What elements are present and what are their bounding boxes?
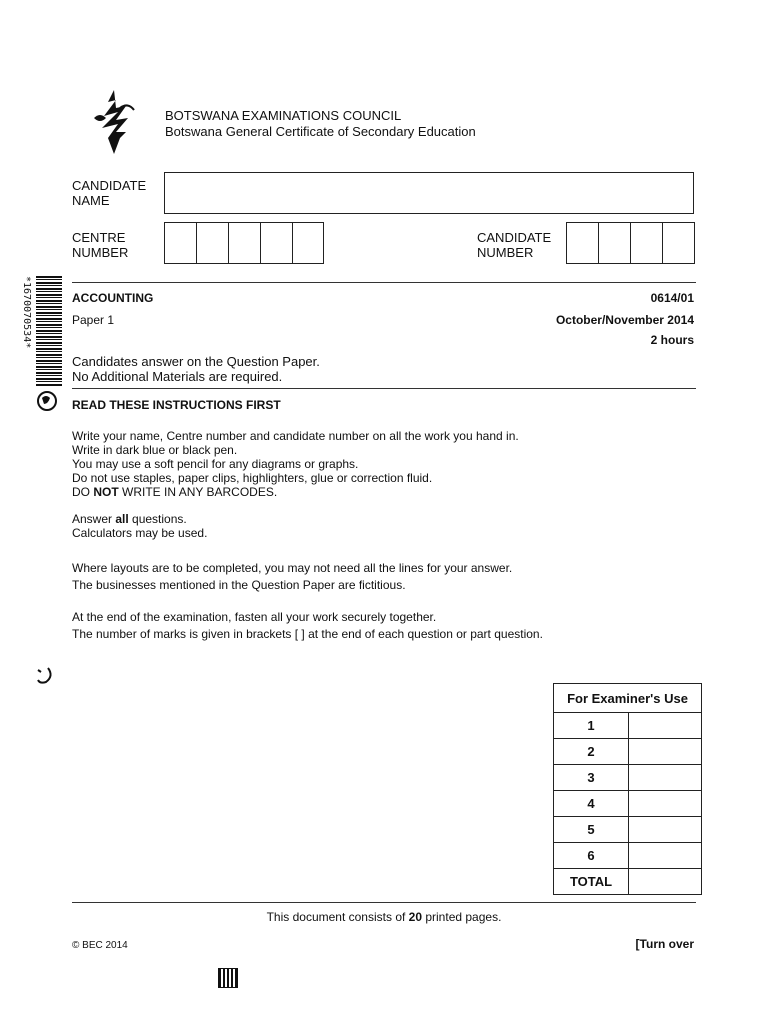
instruction-line: The number of marks is given in brackets [ ] at the end of each question or part question. <box>72 627 543 641</box>
centre-number-field[interactable] <box>164 222 324 264</box>
council-name: BOTSWANA EXAMINATIONS COUNCIL <box>165 108 402 123</box>
instruction-line: The businesses mentioned in the Question Paper are fictitious. <box>72 578 406 592</box>
instruction-line: At the end of the examination, fasten all your work securely together. <box>72 610 437 624</box>
candidate-number-field[interactable] <box>566 222 695 264</box>
centre-digit-box[interactable] <box>293 223 323 263</box>
page-count-number: 20 <box>408 910 423 924</box>
centre-digit-box[interactable] <box>165 223 197 263</box>
marks-cell[interactable] <box>629 791 702 817</box>
instruction-line: Where layouts are to be completed, you may not need all the lines for your answer. <box>72 561 513 575</box>
table-row <box>554 791 702 817</box>
paper-code: 0614/01 <box>650 291 694 305</box>
instructions-heading: READ THESE INSTRUCTIONS FIRST <box>72 398 281 412</box>
examiner-use-table <box>553 683 702 895</box>
question-number: 6 <box>554 843 629 869</box>
exam-session: October/November 2014 <box>555 313 694 327</box>
candidate-digit-box[interactable] <box>663 223 694 263</box>
candidate-digit-box[interactable] <box>631 223 663 263</box>
candidate-name-label <box>72 178 146 208</box>
instruction-line: You may use a soft pencil for any diagrams or graphs. <box>72 457 359 471</box>
divider <box>72 388 696 389</box>
marks-cell[interactable] <box>629 817 702 843</box>
marks-cell[interactable] <box>629 843 702 869</box>
table-row <box>554 869 702 895</box>
instruction-line: Do not use staples, paper clips, highlighters, glue or correction fluid. <box>72 471 433 485</box>
question-number: 5 <box>554 817 629 843</box>
question-number: 4 <box>554 791 629 817</box>
question-number: 3 <box>554 765 629 791</box>
divider <box>72 282 696 283</box>
page-count <box>0 910 768 924</box>
instruction-text: WRITE IN ANY BARCODES. <box>118 485 278 499</box>
centre-digit-box[interactable] <box>261 223 293 263</box>
bec-logo-icon <box>88 88 136 156</box>
candidate-name-label-line1: CANDIDATE <box>72 178 147 193</box>
centre-digit-box[interactable] <box>229 223 261 263</box>
instruction-line <box>72 485 519 499</box>
copyright: © BEC 2014 <box>72 940 128 951</box>
barcode-text: *1670070534* <box>21 276 32 349</box>
instructions-block-1 <box>72 429 519 499</box>
candidate-digit-box[interactable] <box>599 223 631 263</box>
instruction-line: Write your name, Centre number and candidate number on all the work you hand in. <box>72 429 519 443</box>
table-row <box>554 765 702 791</box>
centre-number-label-line1: CENTRE <box>72 230 126 245</box>
marks-cell[interactable] <box>629 765 702 791</box>
table-row <box>554 713 702 739</box>
candidate-name-field[interactable] <box>164 172 694 214</box>
materials-line-1: Candidates answer on the Question Paper. <box>72 354 320 369</box>
instruction-text: Answer <box>72 512 116 526</box>
question-number: 2 <box>554 739 629 765</box>
candidate-number-label <box>477 230 551 260</box>
instruction-line <box>72 512 207 526</box>
examiner-table-heading: For Examiner's Use <box>554 684 702 713</box>
materials-line-2: No Additional Materials are required. <box>72 369 283 384</box>
page-count-text: printed pages. <box>422 910 502 924</box>
total-marks-cell[interactable] <box>629 869 702 895</box>
barcode <box>36 276 62 386</box>
centre-number-label <box>72 230 128 260</box>
instruction-emphasis: NOT <box>93 485 119 499</box>
candidate-digit-box[interactable] <box>567 223 599 263</box>
centre-number-label-line2: NUMBER <box>72 245 129 260</box>
table-row <box>554 843 702 869</box>
table-row <box>554 817 702 843</box>
subject-title: ACCOUNTING <box>72 291 154 305</box>
marks-cell[interactable] <box>629 713 702 739</box>
instruction-line: Calculators may be used. <box>72 526 208 540</box>
turn-over: [Turn over <box>635 937 694 951</box>
candidate-name-label-line2: NAME <box>72 193 110 208</box>
candidate-number-label-line2: NUMBER <box>477 245 534 260</box>
candidate-number-label-line1: CANDIDATE <box>477 230 552 245</box>
marks-cell[interactable] <box>629 739 702 765</box>
instructions-block-2 <box>72 512 207 540</box>
instruction-text: DO <box>72 485 94 499</box>
instructions-block-4 <box>72 610 543 641</box>
certificate-name: Botswana General Certificate of Secondary Education <box>165 124 476 139</box>
instruction-line: Write in dark blue or black pen. <box>72 443 238 457</box>
globe-icon <box>36 390 58 412</box>
centre-digit-box[interactable] <box>197 223 229 263</box>
instructions-block-3 <box>72 561 512 592</box>
exam-duration: 2 hours <box>650 333 694 347</box>
qr-code-icon <box>218 968 238 988</box>
table-row <box>554 739 702 765</box>
page-count-text: This document consists of <box>266 910 409 924</box>
paper-number: Paper 1 <box>72 313 115 327</box>
total-label: TOTAL <box>554 869 629 895</box>
stray-mark-icon <box>34 664 56 686</box>
instruction-text: questions. <box>128 512 187 526</box>
question-number: 1 <box>554 713 629 739</box>
instruction-emphasis: all <box>115 512 129 526</box>
divider <box>72 902 696 903</box>
